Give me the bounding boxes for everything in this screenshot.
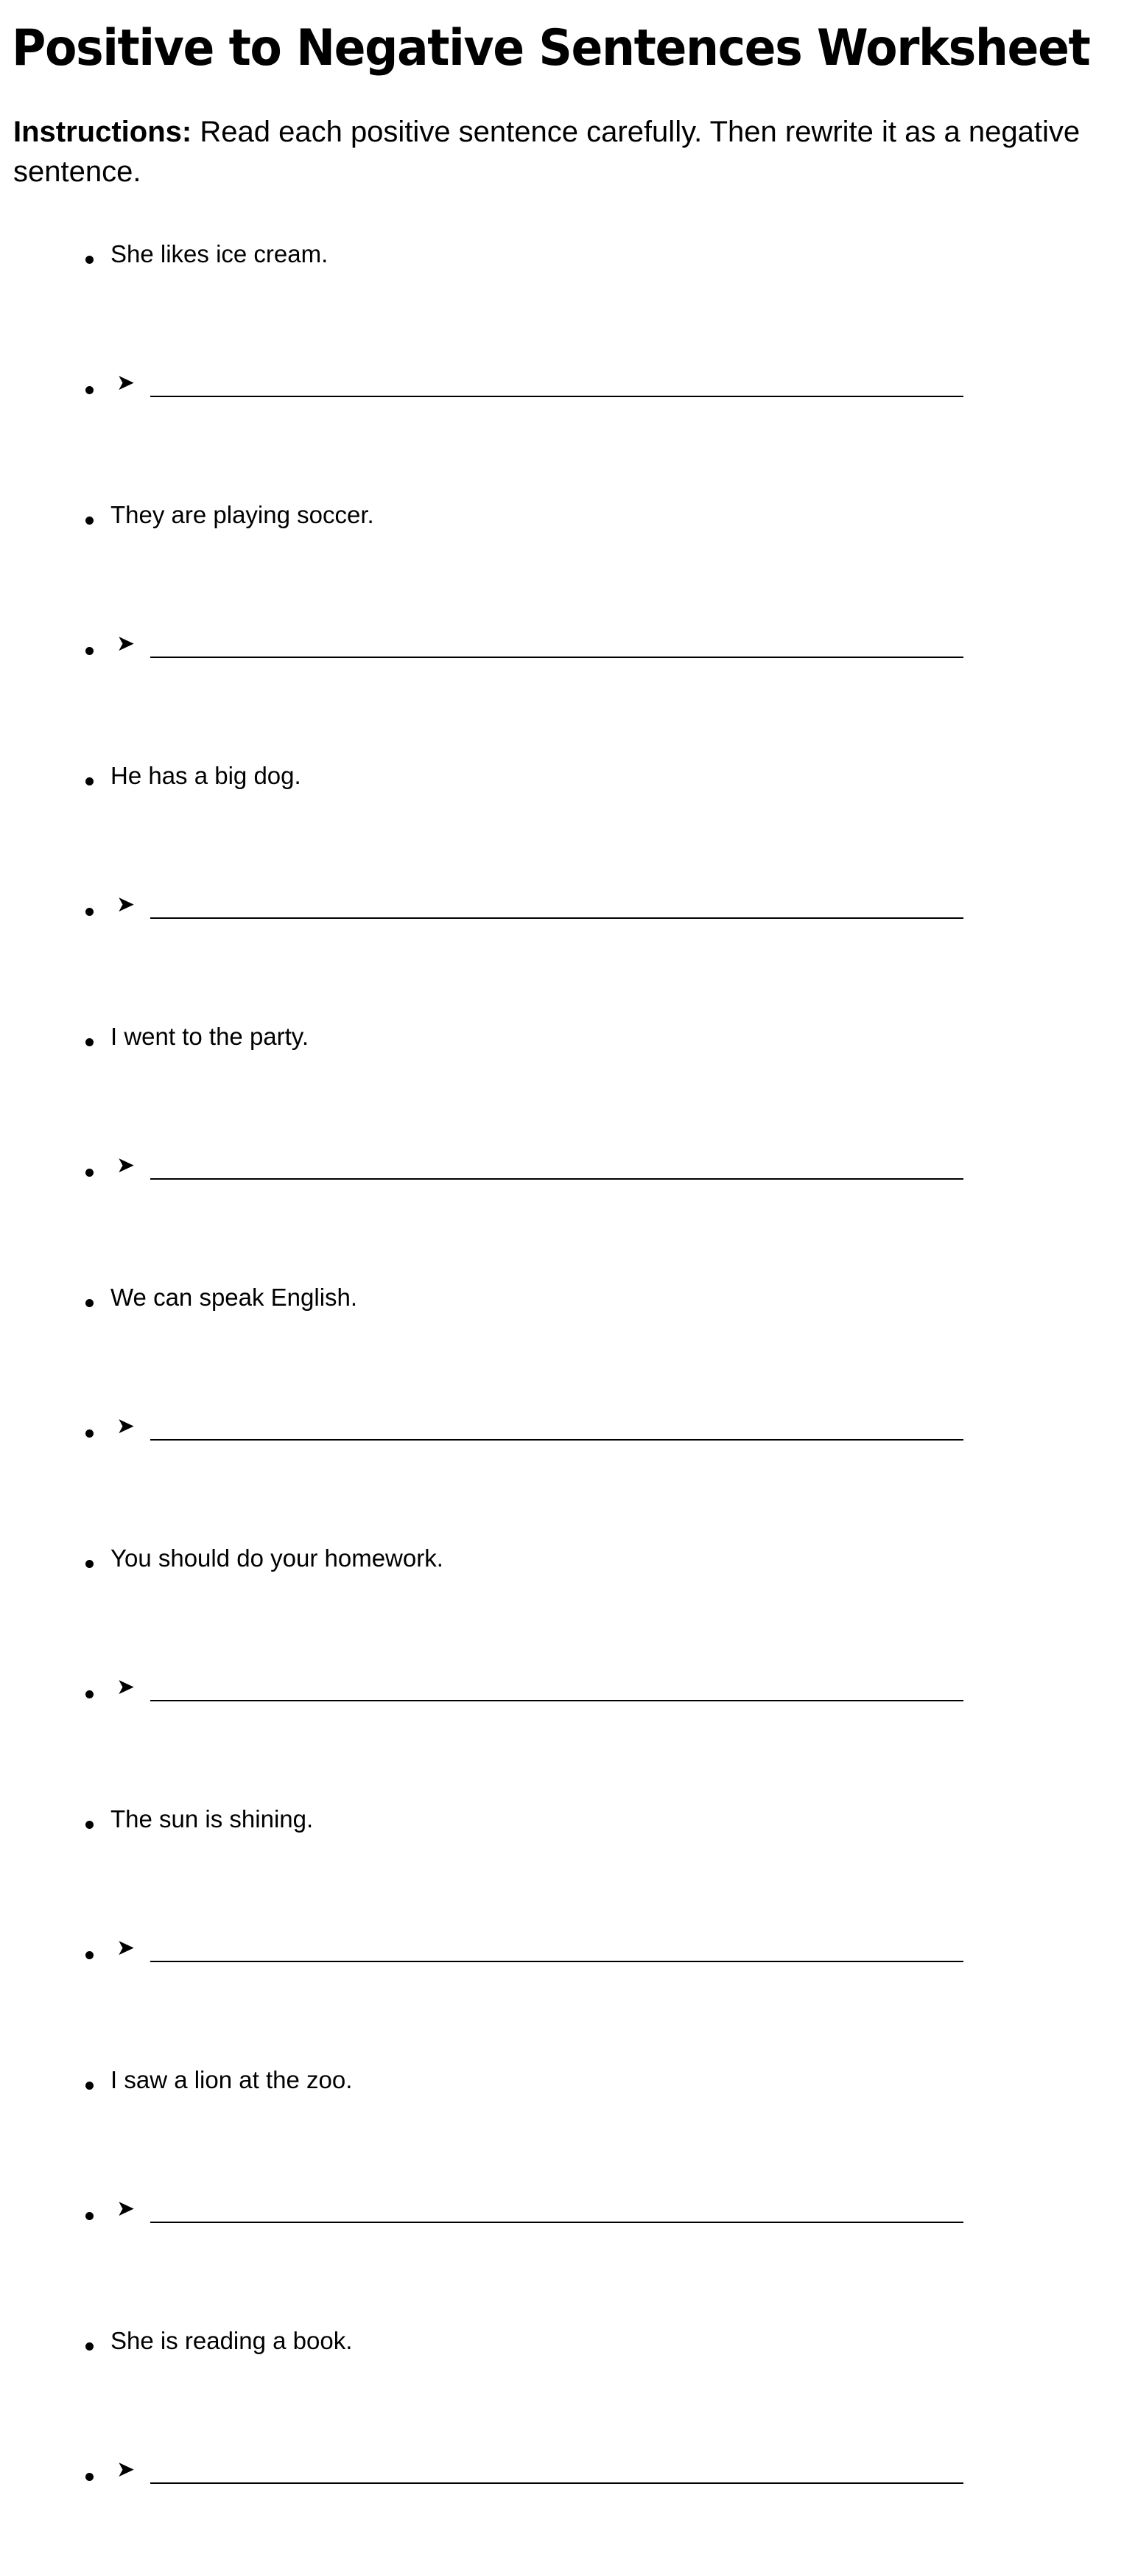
positive-sentence: You should do your homework. xyxy=(110,1544,443,1572)
bullet-icon xyxy=(85,2473,94,2481)
positive-sentence: I saw a lion at the zoo. xyxy=(110,2066,353,2093)
bullet-icon xyxy=(85,647,94,655)
answer-row xyxy=(116,2450,971,2491)
answer-blank-line[interactable] xyxy=(150,396,963,397)
positive-sentence: The sun is shining. xyxy=(110,1805,314,1833)
answer-row xyxy=(116,885,971,926)
answer-blank-line[interactable] xyxy=(150,2482,963,2484)
arrow-icon: ➤ xyxy=(116,2196,136,2222)
bullet-icon xyxy=(85,2342,94,2351)
instructions-text: Read each positive sentence carefully. Then rewrite it as a negative sentence. xyxy=(13,116,1081,188)
answer-blank-line[interactable] xyxy=(150,917,963,919)
positive-sentence: We can speak English. xyxy=(110,1284,358,1311)
arrow-icon: ➤ xyxy=(116,1413,136,1439)
positive-sentence: He has a big dog. xyxy=(110,762,301,789)
bullet-icon xyxy=(85,1821,94,1829)
bullet-icon xyxy=(85,386,94,394)
arrow-icon: ➤ xyxy=(116,1674,136,1700)
bullet-icon xyxy=(85,1560,94,1568)
bullet-icon xyxy=(85,1299,94,1307)
answer-blank-line[interactable] xyxy=(150,1439,963,1441)
bullet-icon xyxy=(85,777,94,785)
instructions xyxy=(13,112,1089,192)
answer-row xyxy=(116,2189,971,2230)
bullet-icon xyxy=(85,2082,94,2090)
bullet-icon xyxy=(85,1429,94,1438)
positive-sentence: I went to the party. xyxy=(110,1023,309,1050)
bullet-icon xyxy=(85,1169,94,1177)
answer-blank-line[interactable] xyxy=(150,657,963,658)
answer-blank-line[interactable] xyxy=(150,2222,963,2223)
answer-row xyxy=(116,1146,971,1187)
answer-row xyxy=(116,1667,971,1709)
arrow-icon: ➤ xyxy=(116,2457,136,2482)
answer-blank-line[interactable] xyxy=(150,1700,963,1701)
bullet-icon xyxy=(85,908,94,916)
positive-sentence: She is reading a book. xyxy=(110,2327,353,2354)
arrow-icon: ➤ xyxy=(116,370,136,396)
arrow-icon: ➤ xyxy=(116,1935,136,1961)
answer-row xyxy=(116,363,971,405)
arrow-icon: ➤ xyxy=(116,892,136,917)
bullet-icon xyxy=(85,517,94,525)
answer-blank-line[interactable] xyxy=(150,1178,963,1180)
positive-sentence: They are playing soccer. xyxy=(110,501,374,528)
answer-row xyxy=(116,1928,971,1970)
arrow-icon: ➤ xyxy=(116,1152,136,1178)
answer-row xyxy=(116,624,971,665)
instructions-label: Instructions: xyxy=(13,116,192,148)
arrow-icon: ➤ xyxy=(116,631,136,657)
bullet-icon xyxy=(85,256,94,264)
worksheet-title: Positive to Negative Sentences Worksheet xyxy=(12,19,1090,77)
bullet-icon xyxy=(85,1690,94,1698)
bullet-icon xyxy=(85,1951,94,1959)
bullet-icon xyxy=(85,2212,94,2220)
answer-row xyxy=(116,1407,971,1448)
bullet-icon xyxy=(85,1038,94,1046)
answer-blank-line[interactable] xyxy=(150,1961,963,1962)
positive-sentence: She likes ice cream. xyxy=(110,240,329,267)
